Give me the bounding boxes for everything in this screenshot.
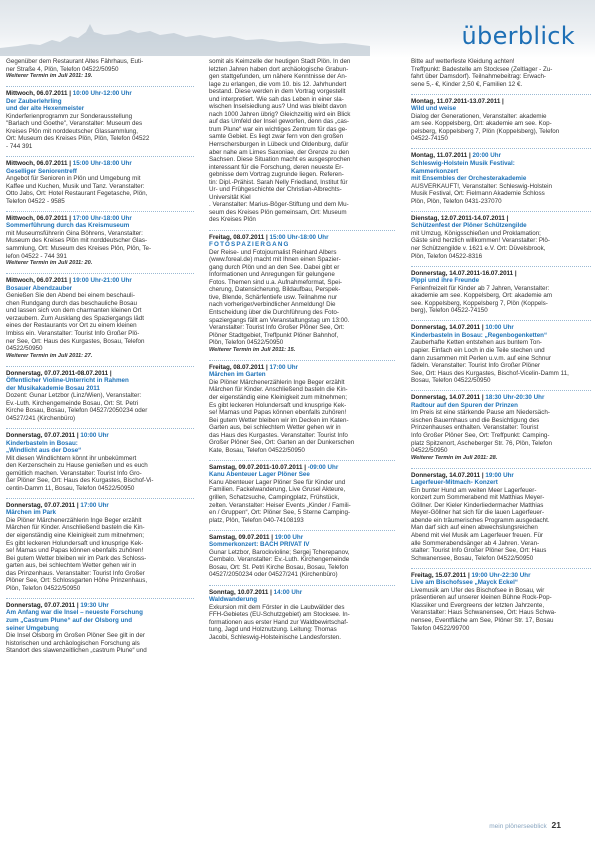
event-description-line: letzten Jahren haben dort archäologische Grabun-	[209, 65, 349, 73]
event-description-line: 04522-74150	[411, 135, 448, 143]
event-time: 19:00 Uhr	[485, 471, 514, 479]
event-description-line: Ferienfreizeit für Kinder ab 7 Jahren, Veranstalter:	[411, 284, 550, 292]
event-description-line: Abend mit viel Musik am Lagerfeuer freuen. Für	[411, 532, 544, 540]
event-description-line: gen stattgefunden, um nähere Kenntnisse der An-	[209, 73, 347, 81]
event-description-line: verzaubern. Zum Ausklang des Spaziergangs lädt	[6, 314, 144, 322]
event-description-line: das Prinzenhaus. Veranstalter: Tourist Info Großer	[6, 569, 145, 577]
event-entry	[411, 324, 591, 384]
event-date: Samstag, 09.07.2011-10.07.2011 |	[209, 463, 308, 471]
event-entry	[6, 370, 194, 423]
event-description-line: Kirche Bosau, Bosau, Telefon 04527/2050234 oder	[6, 407, 148, 415]
event-description-line: und lassen sich von dem charmanten kleinen Ort	[6, 307, 142, 315]
entry-divider	[209, 230, 395, 231]
event-description-line: bestand. Diese werden in dem Vortrag vorgestellt	[209, 88, 346, 96]
event-date: Donnerstag, 07.07.2011 |	[6, 431, 81, 439]
event-description-line: Telefon 04522/99700	[411, 624, 470, 632]
event-date: Mittwoch, 06.07.2011 |	[6, 90, 73, 98]
event-description-line: lage zu erlangen, die vom 10. bis 12. Jahrhundert	[209, 80, 347, 88]
event-description-line: gebnisse dem Vortrag zugrunde liegen. Referen-	[209, 171, 344, 179]
event-title: Bosauer Abendzauber	[6, 284, 73, 292]
page-footer	[489, 820, 561, 830]
event-title: Märchen im Garten	[209, 371, 266, 379]
event-further-dates: Weiterer Termin im Juli 2011: 19.	[6, 73, 93, 80]
event-description-line: Bei gutem Wetter bleiben wir im Park des Schloss-	[6, 554, 147, 562]
event-description-line: samte Gebiet. Es liegt zwar fern von den großen	[209, 133, 344, 141]
entry-divider	[411, 148, 591, 149]
event-description-line: Herrschersburgen in Lübeck und Oldenburg, dafür	[209, 141, 349, 149]
event-description-line: AUSVERKAUFT!, Veranstalter: Schleswig-Holstein	[411, 182, 553, 190]
event-description-line: somit als Keimzelle der heutigen Stadt Plön. In den	[209, 58, 351, 65]
event-entry	[411, 472, 591, 563]
event-description-line: Plön, Plön, Telefon 0431-237070	[411, 197, 502, 205]
event-date: Mittwoch, 06.07.2011 |	[6, 214, 73, 222]
event-title: Kinderbasteln in Bosau:	[6, 439, 78, 447]
event-date: Freitag, 15.07.2011 |	[411, 571, 472, 579]
event-description-line: see. Koppelsberg, Koppelsberg 7, Plön (Koppels-	[411, 299, 548, 307]
event-time: 19:00 Uhr-22:30 Uhr	[471, 571, 531, 579]
event-description-line: sammlung, Ort: Museum des Kreises Plön, Plön, Te-	[6, 244, 152, 252]
town-silhouette-image	[0, 18, 370, 56]
event-description-line: Klassiker und Evergreens der letzten Jahrzente,	[411, 601, 545, 609]
event-description-line: tung, Jagd und Holznutzung. Leitung: Thomas	[209, 626, 337, 634]
event-title: und der alte Hexenmeister	[6, 105, 85, 113]
event-description-line: Göllner. Der Kieler Kinderliedermacher Matthias	[411, 501, 544, 509]
event-description-line: 04522/50950	[6, 345, 43, 353]
event-entry	[411, 215, 591, 260]
event-description-line: nach 1000 Jahren übrig? Gleichzeitig wird ein Blick	[209, 110, 351, 118]
event-time: 10:00 Uhr	[485, 324, 514, 332]
event-description-line: 04522/50950	[411, 447, 448, 455]
event-description-line: aber nahe am Limes Saxoniae, der Grenze zu den	[209, 148, 350, 156]
event-description-line: nach vorheriger/verbindlicher Anmeldung! Die	[209, 301, 336, 309]
event-description-line: und interpretiert. Wie sah das Leben in einer sla-	[209, 95, 344, 103]
entry-divider	[6, 86, 194, 87]
events-column-left	[6, 58, 194, 660]
event-description-line: Otto Jabs, Ort: Hotel Restaurant Fegetasche, Plön,	[6, 190, 148, 198]
event-description-line: berg), Telefon 04522-74150	[411, 307, 488, 315]
event-time: 19:30 Uhr	[80, 601, 109, 609]
event-description-line: Man darf sich auf einen abwechslungsreichen	[411, 524, 538, 532]
event-datetime	[6, 502, 194, 510]
event-title: Sommerführung durch das Kreismuseum	[6, 222, 130, 230]
event-description-line: ner Schützengilde v. 1621 e.V. Ort: Düvelsbrook,	[411, 244, 546, 252]
event-description-line: cherung, Datensicherung, Bildaufbau, Perspek-	[209, 286, 341, 294]
event-description-line: seum des Kreises Plön gemeinsam, Ort: Museum	[209, 208, 347, 216]
event-entry	[6, 502, 194, 593]
event-description-line: Kaffee und Kuchen, Musik und Tanz. Veranstalter:	[6, 182, 145, 190]
event-description-line: gang durch Plön und an den See. Dabei gibt er	[209, 263, 340, 271]
event-title: Öffentlicher Violine-Unterricht in Rahmen	[6, 377, 129, 385]
event-title: Lagerfeuer-Mitmach- Konzert	[411, 479, 498, 487]
event-description-line: akademie am see. Koppelsberg, Ort: akademie am	[411, 292, 553, 300]
event-description-line: Die Insel Olsborg im Großen Plöner See gilt in der	[6, 632, 145, 640]
entry-divider	[6, 428, 194, 429]
event-description-line: Es gibt leckeren Holundersaft und knusprige Kek-	[6, 539, 144, 547]
entry-divider	[411, 211, 591, 212]
event-description-line: Die Plöner Märchenerzählerin Inge Beger erzählt	[209, 378, 345, 386]
event-title: zum „Castrum Plune“ auf der Olsborg und	[6, 617, 133, 624]
event-description-line: wischen Inselsiedlung aus? Und was bleibt davon	[209, 103, 347, 111]
event-description-line: Ort: Museum des Kreises Plön, Plön, Telefon 04522	[6, 135, 150, 143]
event-description-line: alle Sommerabendsänger ab 4 Jahren. Veran-	[411, 539, 540, 547]
event-description-line: Familien. Fackelwanderung, Live Grusel Akteure,	[209, 486, 346, 494]
event-description-line: lefon 04522 - 744 391	[6, 252, 67, 260]
entry-divider	[411, 468, 591, 469]
event-entry	[6, 90, 194, 150]
event-datetime	[411, 472, 591, 480]
event-description-line: . Veranstalter: Marius-Böger-Stiftung und dem Mu-	[209, 201, 349, 209]
entry-divider	[6, 598, 194, 599]
event-description-line: Garten aus, bei schlechtem Wetter gehen wir in	[209, 424, 341, 432]
event-description-line: Mit diesen Windlichtern könnt ihr unbekümmert	[6, 454, 137, 462]
event-description-line: dann zusammen mit Perlen u.v.m. auf eine Schnur	[411, 354, 551, 362]
event-title: Schleswig-Holstein Musik Festival:	[411, 160, 515, 168]
event-title: Kanu Abenteuer Lager Plöner See	[209, 471, 310, 479]
event-description-line: der eigenständig eine Kleinigkeit zum mitnehmen;	[209, 393, 347, 401]
event-time: 15:00 Uhr-18:00 Uhr	[72, 160, 132, 168]
event-description-line: Gunar Letzbor, Barockvioline; Sergej Tcherepanov,	[209, 548, 350, 556]
event-description-line: Jacobi, Schleswig-Holsteinische Landesforsten.	[209, 633, 342, 641]
event-datetime	[209, 464, 395, 472]
event-description-line: gemütlich machen. Veranstalter: Tourist Info Gro-	[6, 469, 142, 477]
event-datetime	[209, 234, 395, 242]
event-description-line: Treffpunkt: Badestelle am Stocksee (Zeltlager - Zu-	[411, 65, 553, 73]
entry-divider	[6, 498, 194, 499]
event-datetime	[6, 432, 194, 440]
event-entry	[6, 215, 194, 268]
event-date: Donnerstag, 07.07.2011 |	[6, 601, 81, 609]
event-title: Wild und weise	[411, 105, 457, 113]
event-time: 14:00 Uhr	[273, 588, 303, 596]
event-description-line: konzert zum Sommerabend mit Matthias Meyer-	[411, 494, 545, 502]
event-date: Donnerstag, 14.07.2011 |	[411, 471, 486, 479]
event-description-line: garten aus, bei schlechtem Wetter gehen wir in	[6, 562, 137, 570]
event-description-line: Entscheidung über die Durchführung des Foto-	[209, 309, 339, 316]
entry-divider	[209, 585, 395, 586]
event-datetime	[411, 324, 591, 332]
event-description-line: der eigenständig eine Kleinigkeit zum mitnehmen;	[6, 532, 144, 540]
entry-divider	[411, 266, 591, 267]
event-description-line: Kanu Abenteuer Lager Plöner See für Kinder und	[209, 478, 346, 486]
event-time: 19:00 Uhr-21:00 Uhr	[72, 277, 132, 285]
event-description-line: chen Rundgang durch das beschauliche Bosau	[6, 299, 137, 307]
event-datetime	[6, 277, 194, 285]
event-description-line: abende ein träumerisches Programm ausgedacht.	[411, 516, 550, 524]
event-description-line: präsentieren auf unserer kleinen Bühne Rock-Pop-	[411, 594, 552, 602]
event-description-line: Plön, Telefon 04522/50950	[6, 584, 81, 592]
event-datetime	[411, 270, 591, 278]
event-title: Sommerkonzert: BACH PRIVAT IV	[209, 541, 310, 549]
event-description-line: Der Reise- und Fotojournalist Reinhard Albers	[209, 248, 337, 256]
page-number: 21	[551, 820, 561, 830]
event-title: Geselliger Seniorentreff	[6, 167, 77, 175]
event-description-line: stalter: Tourist Info Großer Plöner See, Ort: Haus	[411, 547, 547, 555]
event-description-line: Universität Kiel	[209, 193, 251, 201]
event-title: „Windlicht aus der Dose“	[6, 447, 82, 455]
event-description-line: pelsberg, Koppelsberg 7, Plön (Koppelsberg), Telefon	[411, 127, 560, 135]
event-entry	[209, 58, 395, 224]
event-time: 20:00 Uhr	[472, 152, 502, 160]
event-description-line: Gäste sind herzlich willkommen! Veranstalter: Plö-	[411, 237, 550, 245]
event-time: 17:00 Uhr-18:00 Uhr	[72, 214, 132, 222]
event-description-line: Fotos. Themen sind u.a. Aufnahmeformat, Spei-	[209, 278, 342, 286]
event-date: Montag, 11.07.2011-13.07.2011 |	[411, 97, 504, 105]
event-title: Radtour auf den Spuren der Prinzen	[411, 401, 518, 409]
event-description-line: Bosau, Ort: St. Petri Kirche Bosau, Bosau, Telefon	[209, 563, 349, 571]
event-description-line: platz, Plön, Telefon 040-74108193	[209, 516, 304, 524]
event-entry	[209, 234, 395, 355]
event-description-line: das Haus des Kurgastes. Veranstalter: Tourist Info	[209, 431, 348, 439]
event-description-line: - 744 391	[6, 142, 33, 150]
event-description-line: Bei gutem Wetter bleiben wir im Decken im Katen-	[209, 416, 349, 424]
entry-divider	[209, 360, 395, 361]
event-description-line: am see. Koppelsberg, Ort: akademie am see. Kop-	[411, 120, 552, 128]
event-description-line: Exkursion mit dem Förster in die Laubwälder des	[209, 603, 345, 611]
event-time: 18:30 Uhr-20:30 Uhr	[485, 394, 545, 402]
event-datetime	[411, 572, 591, 580]
entry-divider	[411, 320, 591, 321]
entry-divider	[6, 366, 194, 367]
event-description-line: Märchen für Kinder. Anschließend basteln die Kin-	[209, 386, 348, 394]
event-description-line: Märchen für Kinder. Anschließend basteln die Kin-	[6, 524, 145, 532]
event-description-line: Es gibt leckeren Holundersaft und knusprige Kek-	[209, 401, 347, 409]
event-entry	[209, 534, 395, 579]
event-description-line: Kreises Plön mit norddeutscher Glassammlung,	[6, 127, 139, 135]
event-description-line: Dozent: Gunar Letzbor (Linz/Wien), Veranstalter:	[6, 392, 142, 400]
event-date: Montag, 11.07.2011 |	[411, 152, 473, 160]
event-description-line: ner Straße 4, Plön, Telefon 04522/50950	[6, 65, 119, 73]
event-description-line: (www.foreal.de) macht mit Ihnen einen Spazier-	[209, 256, 341, 264]
event-date: Donnerstag, 14.07.2011-16.07.2011 |	[411, 269, 517, 277]
event-datetime	[6, 160, 194, 168]
event-description-line: Ur- und Frühgeschichte der Christian-Albrechts-	[209, 186, 342, 194]
event-description-line: en / Gruppen“, Ort: Plöner See, 5 Sterne Camping-	[209, 509, 351, 517]
event-date: Freitag, 08.07.2011 |	[209, 363, 270, 371]
event-description-line: Musik Festival, Ort: Fielmann Akademie Schloss	[411, 190, 545, 198]
event-time: 17:00 Uhr	[269, 363, 298, 371]
entry-divider	[411, 568, 591, 569]
event-date: Mittwoch, 06.07.2011 |	[6, 160, 73, 168]
event-datetime	[411, 215, 591, 223]
event-description-line: Angebot für Senioren in Plön und Umgebung mit	[6, 175, 141, 183]
event-description-line: den Kerzenschein zu Hause genießen und es euch	[6, 462, 148, 470]
event-entry	[6, 602, 194, 655]
event-description-line: Die Plöner Märchenerzählerin Inge Beger erzählt	[6, 516, 142, 524]
event-description-line: formationen aus erster Hand zur Waldbewirtschaf-	[209, 618, 349, 626]
event-title: Kinderbasteln in Bosau: „Regenbogenketten“	[411, 331, 548, 339]
event-entry	[411, 58, 591, 88]
event-further-dates: Weiterer Termin im Juli 2011: 20.	[6, 260, 93, 267]
event-description-line: Informationen und Anregungen für gelungene	[209, 271, 335, 279]
event-description-line: Plön, Telefon 04522-8316	[411, 252, 483, 260]
event-date: Freitag, 08.07.2011 |	[209, 233, 270, 241]
event-description-line: Prinzenhauses enthalten. Veranstalter: Tourist	[411, 424, 539, 432]
section-title: überblick	[461, 22, 575, 50]
event-date: Donnerstag, 14.07.2011 |	[411, 394, 486, 402]
event-title: der Musikakademie Bosau 2011	[6, 384, 100, 392]
event-description-line: historischen und archäologischen Forschung als	[6, 639, 140, 647]
event-description-line: Sachsen. Diese Situation macht es ausgesprochen	[209, 156, 351, 164]
event-description-line: Zauberhafte Ketten entstehen aus buntem Ton-	[411, 339, 542, 347]
event-description-line: 04527/2050234 oder 04527/241 (Kirchenbüro)	[209, 571, 338, 579]
entry-divider	[6, 156, 194, 157]
event-title: Live am Bischofssee „Mayck Eckel“	[411, 579, 519, 587]
event-datetime	[209, 364, 395, 372]
event-description-line: Genießen Sie den Abend bei einem beschauli-	[6, 292, 135, 300]
event-description-line: Veranstalter: Tourist Info Großer Plöner See, Ort:	[209, 324, 345, 332]
event-date: Samstag, 09.07.2011 |	[209, 533, 275, 541]
event-date: Donnerstag, 07.07.2011-08.07.2011 |	[6, 369, 112, 377]
event-title: Schützenfest der Plöner Schützengilde	[411, 222, 527, 230]
event-title: Waldwanderung	[209, 596, 258, 604]
event-description-line: 04527/241 (Kirchenbüro)	[6, 414, 76, 422]
event-entry	[209, 589, 395, 642]
event-entry	[411, 152, 591, 205]
event-time: 19:00 Uhr	[274, 533, 304, 541]
event-description-line: des Kreises Plön	[209, 216, 256, 224]
event-datetime	[209, 589, 395, 597]
event-description-line: Kinderferienprogramm zur Sonderausstellung	[6, 112, 133, 120]
event-description-line: fädeln. Veranstalter: Tourist Info Großer Plöner	[411, 362, 541, 370]
event-datetime	[6, 215, 194, 223]
event-time: 17:00 Uhr	[80, 501, 109, 509]
event-description-line: Meyer-Göllner hat sich für die lauen Lagerfeuer-	[411, 509, 545, 517]
event-entry	[6, 160, 194, 205]
event-description-line: interessant für die Forschung, deren neueste Er-	[209, 163, 344, 171]
event-entry	[6, 58, 194, 81]
event-further-dates: Weiterer Termin im Juli 2011: 28.	[411, 454, 498, 461]
event-time: 10:00 Uhr	[80, 431, 109, 439]
entry-divider	[6, 273, 194, 274]
event-description-line: FFH-Gebietes (EU-Schutzgebiet) am Stocksee. In-	[209, 611, 350, 619]
event-description-line: Bitte auf wetterfeste Kleidung achten!	[411, 58, 515, 65]
event-entry	[411, 98, 591, 143]
event-description-line: eines der Restaurants vor Ort zu einem kleinen	[6, 322, 137, 330]
event-title: Pippi und ihre Freunde	[411, 277, 480, 285]
event-description-line: Cembalo. Veranstalter: Ev.-Luth. Kirchengemeinde	[209, 556, 350, 564]
event-description-line: See, Ort: Haus des Kurgastes, Bischof-Vicelin-Damm 11,	[411, 369, 569, 377]
event-description-line: grillen, Schatzsuche, Campingplatz, Frühstück,	[209, 494, 340, 502]
event-entry	[209, 464, 395, 524]
event-description-line: papier. Einfach ein Loch in die Teile stechen und	[411, 347, 545, 354]
event-description-line: Veranstalter: Haus Schwanensee, Ort: Haus Schwa-	[411, 609, 557, 617]
event-time: 15:00 Uhr-18:00 Uhr	[269, 233, 329, 241]
event-time: 10:00 Uhr-12:00 Uhr	[72, 90, 132, 98]
event-description-line: Plöner Stadtgebiet, Treffpunkt Plöner Bahnhof,	[209, 331, 339, 339]
event-description-line: sischen Bauernhaus und die Besichtigung des	[411, 416, 540, 424]
entry-divider	[411, 94, 591, 95]
event-description-line: Museum des Kreises Plön mit norddeutscher Glas-	[6, 237, 148, 245]
event-description-line: Standort des slawenzeitlichen „castrum Plune“ und	[6, 647, 147, 655]
event-description-line: Dialog der Generationen, Veranstalter: akademie	[411, 112, 547, 120]
entry-divider	[209, 530, 395, 531]
event-title: FOTOSPAZIERGANG	[209, 241, 290, 249]
event-description-line: sene 5,- €, Kinder 2,50 €, Familien 12 €.	[411, 80, 523, 88]
entry-divider	[411, 390, 591, 391]
event-description-line: Schwanensee, Bosau, Telefon 04522/50950	[411, 554, 534, 562]
event-datetime	[411, 152, 591, 160]
event-description-line: ner See, Ort: Haus des Kurgastes, Bosau, Telefon	[6, 337, 145, 345]
event-date: Donnerstag, 07.07.2011 |	[6, 501, 81, 509]
event-description-line: nensee, Eventfläche am See, Plöner Str. 17, Bosau	[411, 617, 554, 624]
event-description-line: Ev.-Luth. Kirchengemeinde Bosau, Ort: St. Petri	[6, 399, 139, 407]
event-entry	[411, 394, 591, 462]
entry-divider	[6, 211, 194, 212]
event-description-line: se! Mamas und Papas können ebenfalls zuhören!	[209, 409, 347, 417]
event-title: Der Zauberlehrling	[6, 97, 62, 105]
event-description-line: trum Plune“ war ein wichtiges Zentrum für das ge-	[209, 125, 348, 133]
event-description-line: Großer Plöner See, Ort: Garten an der Dunkerschen	[209, 439, 355, 447]
event-datetime	[6, 370, 194, 378]
header-banner	[0, 0, 595, 58]
event-further-dates: Weiterer Termin im Juli 2011: 27.	[6, 352, 93, 359]
event-entry	[411, 270, 591, 315]
event-date: Dienstag, 12.07.2011-14.07.2011 |	[411, 214, 509, 222]
entry-divider	[209, 460, 395, 461]
event-description-line: zelten. Veranstalter: Heiser Events „Kinder / Famili-	[209, 501, 351, 509]
event-description-line: Livemusik am Ufer des Bischofsee in Bosau, wir	[411, 586, 545, 594]
event-description-line: fahrt über Damsdorf). Teilnahmebeitrag: Erwach-	[411, 73, 547, 81]
event-description-line: Telefon 04522 - 9585	[6, 197, 65, 205]
event-datetime	[209, 534, 395, 542]
footer-brand: mein plönerseeblick	[489, 823, 547, 830]
events-column-right	[411, 58, 591, 638]
event-date: Sonntag, 10.07.2011 |	[209, 588, 274, 596]
event-description-line: Gegenüber dem Restaurant Altes Fährhaus, Euti-	[6, 58, 144, 65]
event-title: Kammerkonzert	[411, 167, 459, 175]
event-datetime	[6, 90, 194, 98]
event-description-line: se! Mamas und Papas können ebenfalls zuhören!	[6, 547, 144, 555]
event-entry	[6, 277, 194, 360]
event-description-line: tin: Dipl.-Prähist. Sarah Nelly Friedland, Institut für	[209, 178, 348, 186]
event-title: seiner Umgebung	[6, 624, 59, 632]
event-description-line: Plöner See, Ort: Schlossgarten Höhe Prinzenhaus,	[6, 577, 148, 585]
event-date: Donnerstag, 14.07.2011 |	[411, 324, 486, 332]
event-description-line: auf das Umfeld der Insel geworfen, denn das „cas-	[209, 118, 350, 126]
event-description-line: ßer Plöner See, Ort: Haus des Kurgastes, Bischof-Vi-	[6, 477, 154, 485]
event-date: Mittwoch, 06.07.2011 |	[6, 277, 73, 285]
event-entry	[6, 432, 194, 492]
event-time: -09:00 Uhr	[307, 463, 339, 471]
event-datetime	[411, 394, 591, 402]
event-description-line: mit Umzug, Königsschießen und Proklamation;	[411, 229, 541, 237]
event-description-line: Plön, Telefon 04522/50950	[209, 339, 284, 347]
event-title: mit Ensembles der Orchesterakademie	[411, 175, 527, 183]
event-further-dates: Weiterer Termin im Juli 2011: 15.	[209, 346, 296, 353]
event-datetime	[411, 98, 591, 106]
event-title: Am Anfang war die Insel – neueste Forschung	[6, 609, 143, 617]
event-description-line: centin-Damm 11, Bosau, Telefon 04522/50950	[6, 484, 135, 492]
event-description-line: platz Spitzenort, Ascheberger Str. 76, Plön, Telefon	[411, 439, 552, 447]
event-description-line: mit Museumsführerin Gina Böhrens, Veranstalter:	[6, 229, 143, 237]
event-entry	[209, 364, 395, 455]
event-description-line: Im Preis ist eine stärkende Pause am Niedersäch-	[411, 409, 550, 417]
event-description-line: spaziergangs fällt am Veranstaltungstag um 13:00.	[209, 316, 350, 324]
event-description-line: Info Großer Plöner See, Ort: Treffpunkt: Camping-	[411, 431, 550, 439]
event-description-line: Ein bunter Hund am weiten Meer Lagerfeuer-	[411, 486, 537, 494]
event-description-line: Bosau, Telefon 04522/50950	[411, 377, 491, 385]
event-title: Märchen im Park	[6, 509, 57, 517]
event-description-line: "Barlach und Goethe", Veranstalter: Museum des	[6, 120, 143, 128]
event-description-line: Imbiss ein. Veranstalter: Tourist Info Großer Plö-	[6, 329, 140, 337]
event-description-line: Kate, Bosau, Telefon 04522/50950	[209, 446, 305, 454]
event-datetime	[6, 602, 194, 610]
event-description-line: tive, Blende, Schärfentiefe usw. Teilnahme nur	[209, 293, 338, 301]
events-column-middle	[209, 58, 395, 647]
event-entry	[411, 572, 591, 632]
